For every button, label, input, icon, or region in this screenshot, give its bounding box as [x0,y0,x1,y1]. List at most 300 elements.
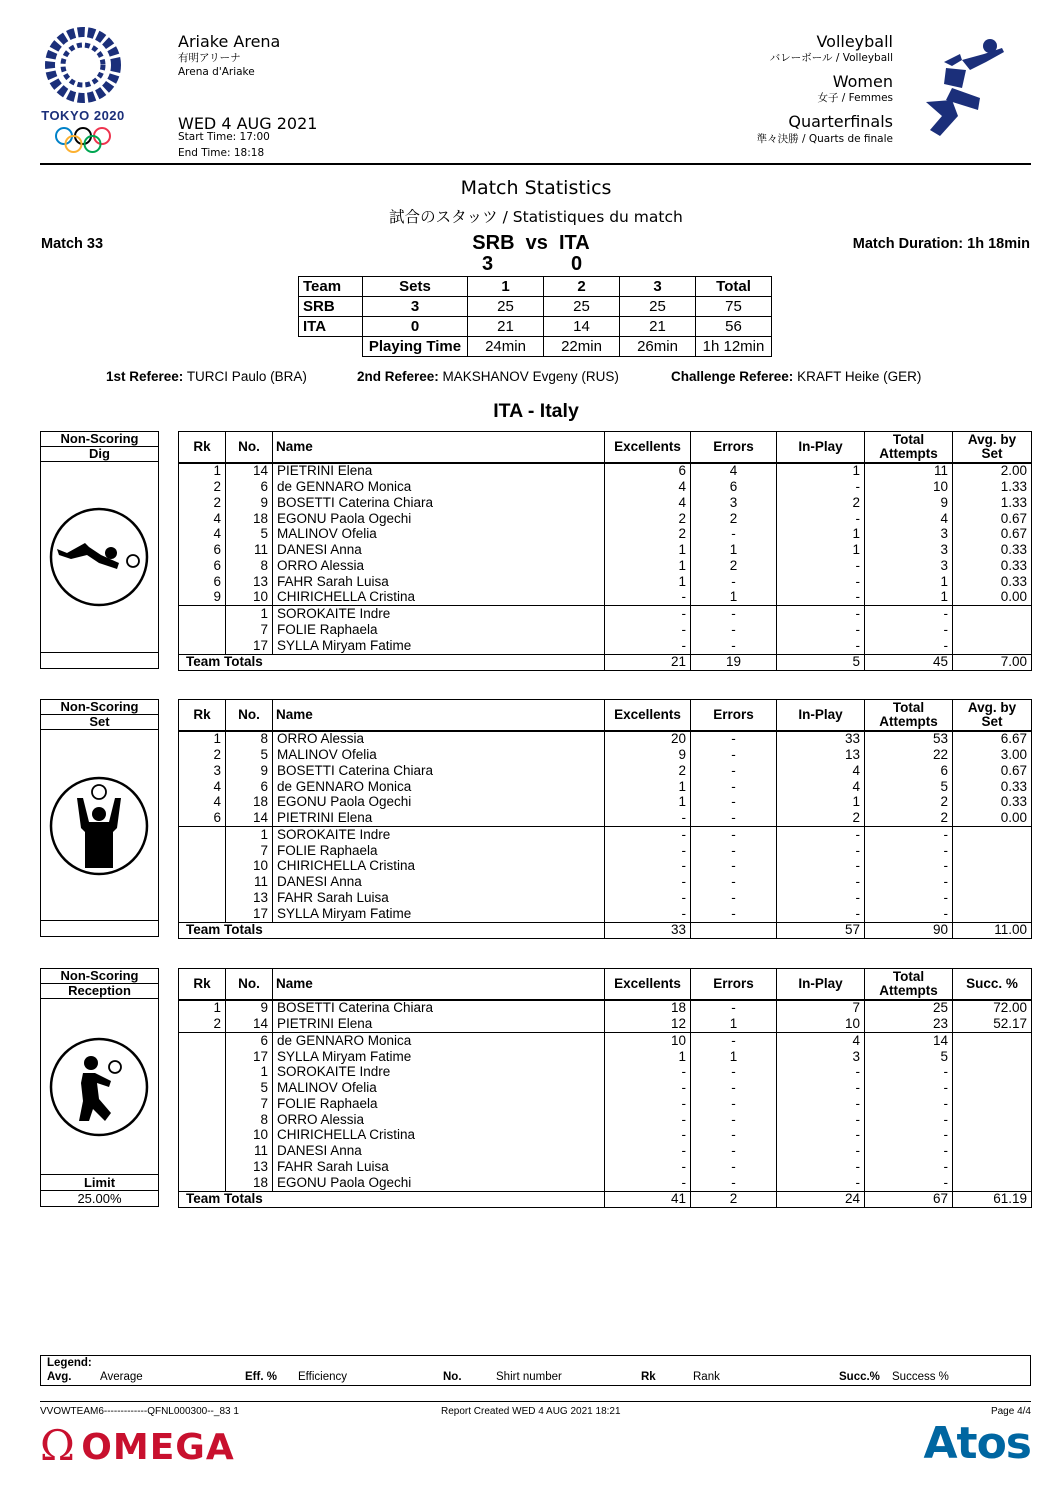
cell-shirt-no: 18 [226,1175,273,1191]
cell-rate [953,622,1032,638]
table-row [179,622,1032,638]
cell-rank [179,1143,226,1159]
table-row [179,1143,1032,1159]
cell-errors: - [691,890,777,906]
cell-shirt-no: 6 [226,479,273,495]
cell-total-attempts: 11 [865,463,953,480]
cell-errors: - [691,1159,777,1175]
set-points: 25 [544,297,620,317]
cell-excellents: - [605,1143,691,1159]
dig-side-foot [41,652,158,668]
cell-excellents: - [605,606,691,622]
team-totals-label: Team Totals [179,654,605,671]
cell-rank: 4 [179,511,226,527]
dig-side-line2: Dig [41,447,158,462]
cell-rank [179,1128,226,1144]
footer-rule [40,1401,1031,1402]
cell-excellents: - [605,859,691,875]
cell-rate: 0.33 [953,542,1032,558]
col-excellents: Excellents [605,700,691,731]
cell-in-play: 1 [777,463,865,480]
cell-player-name: FOLIE Raphaela [273,1096,605,1112]
cell-rank [179,1159,226,1175]
cell-errors: - [691,1033,777,1049]
cell-in-play: - [777,606,865,622]
reception-limit-label: Limit [41,1174,158,1190]
cell-excellents: 20 [605,731,691,748]
cell-excellents: - [605,810,691,826]
cell-rank: 6 [179,810,226,826]
cell-rate [953,906,1032,922]
cell-errors: - [691,843,777,859]
cell-total-attempts: - [865,1080,953,1096]
cell-in-play: 4 [777,1033,865,1049]
cell-player-name: de GENNARO Monica [273,779,605,795]
col-shirt-no: No. [226,969,273,1000]
cell-excellents: 2 [605,763,691,779]
legend-key: No. [443,1371,462,1383]
cell-rank [179,906,226,922]
cell-player-name: SYLLA Miryam Fatime [273,638,605,654]
cell-in-play: 2 [777,495,865,511]
col-excellents: Excellents [605,432,691,463]
cell-in-play: - [777,479,865,495]
report-code: VVOWTEAM6-------------QFNL000300--_83 1 [40,1406,239,1417]
cell-excellents: 18 [605,1000,691,1017]
sport-sub: バレーボール / Volleyball [769,52,893,64]
cell-player-name: SOROKAITE Indre [273,1065,605,1081]
cell-player-name: SYLLA Miryam Fatime [273,906,605,922]
report-created: Report Created WED 4 AUG 2021 18:21 [441,1406,621,1417]
set-score-table [298,276,772,357]
col-in-play: In-Play [777,700,865,731]
phase-sub: 準々決勝 / Quarts de finale [756,133,893,145]
sets-won: 0 [363,317,468,337]
cell-rate: 0.00 [953,810,1032,826]
cell-excellents: 2 [605,527,691,543]
col-set-3: 3 [620,277,696,297]
empty-cell [299,337,363,357]
cell-in-play: - [777,1175,865,1191]
table-row [179,1175,1032,1191]
referee-2-label: 2nd Referee: [357,369,439,384]
cell-player-name: FAHR Sarah Luisa [273,1159,605,1175]
legend-key: Rk [641,1371,656,1383]
referee-1-label: 1st Referee: [106,369,184,384]
col-in-play: In-Play [777,432,865,463]
cell-in-play: - [777,827,865,843]
cell-rate [953,859,1032,875]
cell-rate [953,1080,1032,1096]
table-row [179,495,1032,511]
referee-2-name: MAKSHANOV Evgeny (RUS) [442,369,619,384]
table-row [179,731,1032,748]
challenge-referee-name: KRAFT Heike (GER) [797,369,922,384]
score-row-ita [299,317,772,337]
col-set-1: 1 [468,277,544,297]
cell-total-attempts: 6 [865,763,953,779]
cell-rank: 3 [179,763,226,779]
cell-excellents: 1 [605,779,691,795]
cell-in-play: - [777,638,865,654]
cell-player-name: EGONU Paola Ogechi [273,795,605,811]
cell-excellents: 10 [605,1033,691,1049]
cell-excellents: - [605,638,691,654]
table-row [179,890,1032,906]
cell-total-attempts: 22 [865,747,953,763]
cell-shirt-no: 6 [226,779,273,795]
cell-errors: 4 [691,463,777,480]
table-row [179,574,1032,590]
cell-total-attempts: - [865,859,953,875]
col-name: Name [273,432,605,463]
team-totals-value: 41 [605,1191,691,1208]
set-side-line2: Set [41,715,158,730]
cell-errors: - [691,1175,777,1191]
cell-errors: - [691,779,777,795]
cell-excellents: 4 [605,495,691,511]
col-errors: Errors [691,700,777,731]
team-totals-value: 11.00 [953,922,1032,939]
cell-shirt-no: 13 [226,1159,273,1175]
cell-rate: 0.33 [953,779,1032,795]
cell-player-name: SYLLA Miryam Fatime [273,1049,605,1065]
team-code: ITA [299,317,363,337]
cell-total-attempts: - [865,622,953,638]
cell-errors: - [691,747,777,763]
cell-shirt-no: 5 [226,1080,273,1096]
col-avg-by-set: Avg. by Set [953,432,1032,463]
cell-rate [953,874,1032,890]
cell-shirt-no: 6 [226,1033,273,1049]
set-points: 21 [468,317,544,337]
match-number: Match 33 [41,236,104,252]
cell-total-attempts: - [865,1065,953,1081]
cell-rate [953,1096,1032,1112]
team-totals-row [179,1191,1032,1208]
cell-in-play: - [777,1128,865,1144]
table-row [179,1033,1032,1049]
team-totals-value: 19 [691,654,777,671]
set-section [40,699,1031,937]
cell-excellents: 9 [605,747,691,763]
cell-rate [953,1049,1032,1065]
col-shirt-no: No. [226,700,273,731]
col-rank: Rk [179,700,226,731]
reception-limit-value: 25.00% [41,1190,158,1206]
cell-shirt-no: 1 [226,827,273,843]
cell-total-attempts: - [865,1175,953,1191]
cell-total-attempts: - [865,1112,953,1128]
cell-player-name: FAHR Sarah Luisa [273,574,605,590]
table-row [179,795,1032,811]
legend-value: Shirt number [496,1371,562,1383]
cell-rank: 9 [179,590,226,606]
cell-total-attempts: - [865,1096,953,1112]
cell-excellents: - [605,827,691,843]
col-team: Team [299,277,363,297]
volleyball-pictogram-icon [922,36,1006,142]
cell-player-name: FAHR Sarah Luisa [273,890,605,906]
playing-time-row [299,337,772,357]
cell-excellents: - [605,890,691,906]
cell-total-attempts: 9 [865,495,953,511]
cell-in-play: 1 [777,795,865,811]
table-row [179,843,1032,859]
cell-errors: 2 [691,511,777,527]
dig-table [178,431,1032,671]
cell-player-name: CHIRICHELLA Cristina [273,859,605,875]
cell-shirt-no: 1 [226,1065,273,1081]
cell-total-attempts: - [865,874,953,890]
cell-excellents: 1 [605,1049,691,1065]
cell-player-name: SOROKAITE Indre [273,827,605,843]
cell-excellents: 2 [605,511,691,527]
cell-errors: - [691,763,777,779]
cell-shirt-no: 8 [226,1112,273,1128]
reception-pictogram-icon [49,1037,149,1137]
cell-player-name: EGONU Paola Ogechi [273,511,605,527]
set-pictogram-icon [49,776,149,876]
cell-rate: 0.00 [953,590,1032,606]
cell-shirt-no: 10 [226,1128,273,1144]
cell-total-attempts: - [865,638,953,654]
cell-shirt-no: 8 [226,731,273,748]
legend-title: Legend: [47,1357,92,1369]
col-success-pct: Succ. % [953,969,1032,1000]
set-points: 25 [620,297,696,317]
cell-in-play: 1 [777,542,865,558]
cell-rank [179,1080,226,1096]
cell-in-play: 1 [777,527,865,543]
table-row [179,606,1032,622]
cell-errors: - [691,574,777,590]
cell-total-attempts: 1 [865,590,953,606]
cell-excellents: - [605,1112,691,1128]
col-total-attempts: Total Attempts [865,969,953,1000]
cell-total-attempts: - [865,1159,953,1175]
cell-player-name: CHIRICHELLA Cristina [273,590,605,606]
score-away: 0 [571,253,583,275]
cell-shirt-no: 13 [226,574,273,590]
cell-rank: 4 [179,779,226,795]
cell-errors: - [691,1143,777,1159]
gender-sub: 女子 / Femmes [817,92,893,104]
cell-shirt-no: 9 [226,763,273,779]
set-side-box [40,699,159,937]
cell-shirt-no: 14 [226,1016,273,1032]
col-in-play: In-Play [777,969,865,1000]
cell-in-play: 13 [777,747,865,763]
table-row [179,511,1032,527]
cell-errors: - [691,795,777,811]
team-totals-value: 21 [605,654,691,671]
cell-errors: - [691,1000,777,1017]
cell-total-attempts: 4 [865,511,953,527]
cell-rate: 0.67 [953,763,1032,779]
cell-in-play: 3 [777,1049,865,1065]
cell-player-name: PIETRINI Elena [273,463,605,480]
team-totals-value: 5 [777,654,865,671]
table-row [179,763,1032,779]
cell-errors: 6 [691,479,777,495]
table-row [179,527,1032,543]
team-totals-value: 57 [777,922,865,939]
cell-in-play: 33 [777,731,865,748]
table-row [179,1000,1032,1017]
cell-errors: 1 [691,590,777,606]
cell-player-name: ORRO Alessia [273,731,605,748]
cell-excellents: - [605,590,691,606]
cell-shirt-no: 13 [226,890,273,906]
col-rank: Rk [179,432,226,463]
team-totals-row [179,654,1032,671]
cell-errors: 2 [691,558,777,574]
team-totals-value: 90 [865,922,953,939]
cell-total-attempts: 2 [865,810,953,826]
page-title: Match Statistics [460,177,612,199]
table-row [179,906,1032,922]
cell-errors: - [691,606,777,622]
cell-errors: - [691,731,777,748]
cell-rank: 6 [179,574,226,590]
venue-name-fr: Arena d'Ariake [178,66,255,78]
set-points: 21 [620,317,696,337]
cell-player-name: EGONU Paola Ogechi [273,1175,605,1191]
cell-shirt-no: 17 [226,638,273,654]
cell-player-name: BOSETTI Caterina Chiara [273,495,605,511]
table-row [179,810,1032,826]
cell-player-name: FOLIE Raphaela [273,622,605,638]
cell-total-attempts: 23 [865,1016,953,1032]
cell-errors: - [691,874,777,890]
cell-errors: - [691,1065,777,1081]
cell-player-name: FOLIE Raphaela [273,843,605,859]
venue-name-jp: 有明アリーナ [178,52,241,64]
legend-key: Avg. [47,1371,72,1383]
col-errors: Errors [691,969,777,1000]
table-row [179,874,1032,890]
cell-rank [179,874,226,890]
set-table [178,699,1032,939]
cell-rate [953,1159,1032,1175]
cell-rank: 1 [179,731,226,748]
table-row [179,479,1032,495]
score-row-srb [299,297,772,317]
cell-excellents: - [605,622,691,638]
cell-shirt-no: 11 [226,874,273,890]
col-rank: Rk [179,969,226,1000]
cell-errors: - [691,827,777,843]
cell-rate: 0.33 [953,574,1032,590]
cell-shirt-no: 7 [226,843,273,859]
cell-rate [953,827,1032,843]
total-points: 75 [696,297,772,317]
cell-total-attempts: - [865,843,953,859]
cell-shirt-no: 10 [226,590,273,606]
total-points: 56 [696,317,772,337]
cell-rank [179,1033,226,1049]
cell-total-attempts: - [865,827,953,843]
cell-shirt-no: 10 [226,859,273,875]
cell-player-name: DANESI Anna [273,874,605,890]
cell-errors: - [691,527,777,543]
end-time: End Time: 18:18 [178,147,265,159]
cell-excellents: 1 [605,542,691,558]
cell-rate: 1.33 [953,495,1032,511]
cell-player-name: ORRO Alessia [273,558,605,574]
cell-rate [953,890,1032,906]
cell-rank: 6 [179,558,226,574]
cell-in-play: - [777,906,865,922]
cell-total-attempts: 5 [865,1049,953,1065]
score-home: 3 [482,253,494,275]
cell-player-name: DANESI Anna [273,542,605,558]
cell-player-name: PIETRINI Elena [273,810,605,826]
cell-shirt-no: 11 [226,542,273,558]
cell-rank [179,859,226,875]
cell-shirt-no: 11 [226,1143,273,1159]
cell-in-play: - [777,1159,865,1175]
col-avg-by-set: Avg. by Set [953,700,1032,731]
cell-in-play: 2 [777,810,865,826]
cell-in-play: 7 [777,1000,865,1017]
cell-rate: 0.67 [953,527,1032,543]
referee-1-name: TURCI Paulo (BRA) [186,369,307,384]
table-row [179,747,1032,763]
col-name: Name [273,700,605,731]
matchup: SRB vs ITA [472,232,590,254]
challenge-referee [671,369,921,384]
cell-shirt-no: 7 [226,1096,273,1112]
cell-rank [179,622,226,638]
cell-player-name: ORRO Alessia [273,1112,605,1128]
cell-total-attempts: 5 [865,779,953,795]
cell-shirt-no: 9 [226,495,273,511]
team-totals-row [179,922,1032,939]
dig-pictogram-icon [49,507,149,607]
cell-in-play: - [777,1080,865,1096]
cell-shirt-no: 18 [226,795,273,811]
cell-excellents: - [605,906,691,922]
table-row [179,1096,1032,1112]
cell-shirt-no: 9 [226,1000,273,1017]
venue-name: Ariake Arena [178,32,281,51]
col-shirt-no: No. [226,432,273,463]
legend-value: Average [100,1371,143,1383]
cell-errors: 1 [691,1016,777,1032]
cell-shirt-no: 18 [226,511,273,527]
cell-rank: 1 [179,463,226,480]
cell-rate: 3.00 [953,747,1032,763]
cell-errors: 1 [691,542,777,558]
cell-shirt-no: 5 [226,527,273,543]
cell-rank: 2 [179,747,226,763]
sport-name: Volleyball [816,32,893,51]
cell-errors: - [691,859,777,875]
table-row [179,1016,1032,1032]
cell-rank: 2 [179,1016,226,1032]
cell-shirt-no: 5 [226,747,273,763]
cell-errors: - [691,638,777,654]
cell-player-name: MALINOV Ofelia [273,527,605,543]
cell-rate [953,843,1032,859]
table-row [179,1128,1032,1144]
cell-in-play: - [777,859,865,875]
team-totals-value: 24 [777,1191,865,1208]
cell-excellents: 4 [605,479,691,495]
set-side-line1: Non-Scoring [41,700,158,715]
